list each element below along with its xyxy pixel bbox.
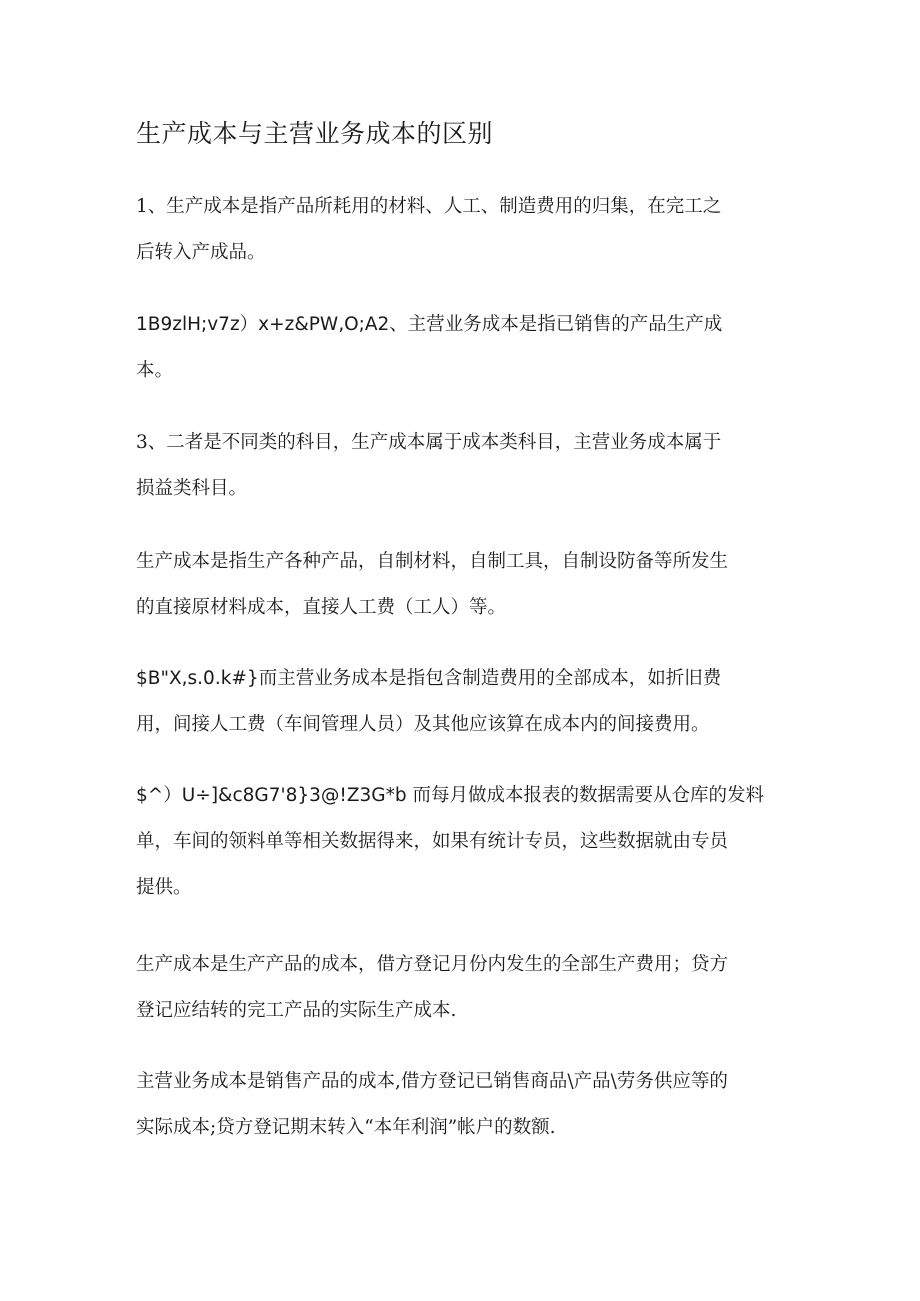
paragraph-3	[136, 420, 796, 512]
garbled-prefix: $^）U÷]&c8G7'8}3@!Z3G*b	[136, 785, 407, 806]
paragraph-line: 用，间接人工费（车间管理人员）及其他应该算在成本内的间接费用。	[136, 714, 710, 735]
paragraph-line: 登记应结转的完工产品的实际生产成本.	[136, 1000, 457, 1021]
document-title: 生产成本与主营业务成本的区别	[136, 119, 494, 148]
paragraph-line	[136, 656, 796, 702]
paragraph-5	[136, 656, 796, 748]
paragraph-line	[136, 773, 796, 819]
paragraph-line: 1、生产成本是指产品所耗用的材料、人工、制造费用的归集，在完工之	[136, 196, 722, 217]
garbled-prefix: 1B9zlH;v7z）x+z&PW‚O;A2	[136, 314, 390, 335]
paragraph-line: 损益类科目。	[136, 478, 248, 499]
paragraph-2	[136, 302, 796, 394]
paragraph-7	[136, 942, 796, 1034]
line-text: 而主营业务成本是指包含制造费用的全部成本，如折旧费	[258, 668, 722, 689]
paragraph-line: 实际成本;贷方登记期末转入“本年利润”帐户的数额.	[136, 1117, 556, 1138]
paragraph-line: 单，车间的领料单等相关数据得来，如果有统计专员，这些数据就由专员	[136, 831, 729, 852]
paragraph-line: 主营业务成本是销售产品的成本,借方登记已销售商品\产品\劳务供应等的	[136, 1071, 728, 1092]
line-text: 而每月做成本报表的数据需要从仓库的发料	[406, 785, 764, 806]
paragraph-line: 后转入产成品。	[136, 242, 266, 263]
paragraph-4	[136, 539, 796, 631]
paragraph-line: 本。	[136, 360, 174, 381]
paragraph-line: 提供。	[136, 877, 192, 898]
paragraph-line	[136, 302, 796, 348]
garbled-prefix: $B"X,s.0.k#}	[136, 668, 259, 689]
paragraph-line: 的直接原材料成本，直接人工费（工人）等。	[136, 597, 507, 618]
paragraph-line: 3、二者是不同类的科目，生产成本属于成本类科目，主营业务成本属于	[136, 432, 722, 453]
line-text: 、主营业务成本是指已销售的产品生产成	[389, 314, 723, 335]
paragraph-1	[136, 184, 796, 276]
paragraph-6	[136, 773, 796, 911]
paragraph-line: 生产成本是生产产品的成本，借方登记月份内发生的全部生产费用；贷方	[136, 954, 729, 975]
paragraph-line: 生产成本是指生产各种产品，自制材料，自制工具，自制设防备等所发生	[136, 551, 729, 572]
paragraph-8	[136, 1059, 796, 1151]
